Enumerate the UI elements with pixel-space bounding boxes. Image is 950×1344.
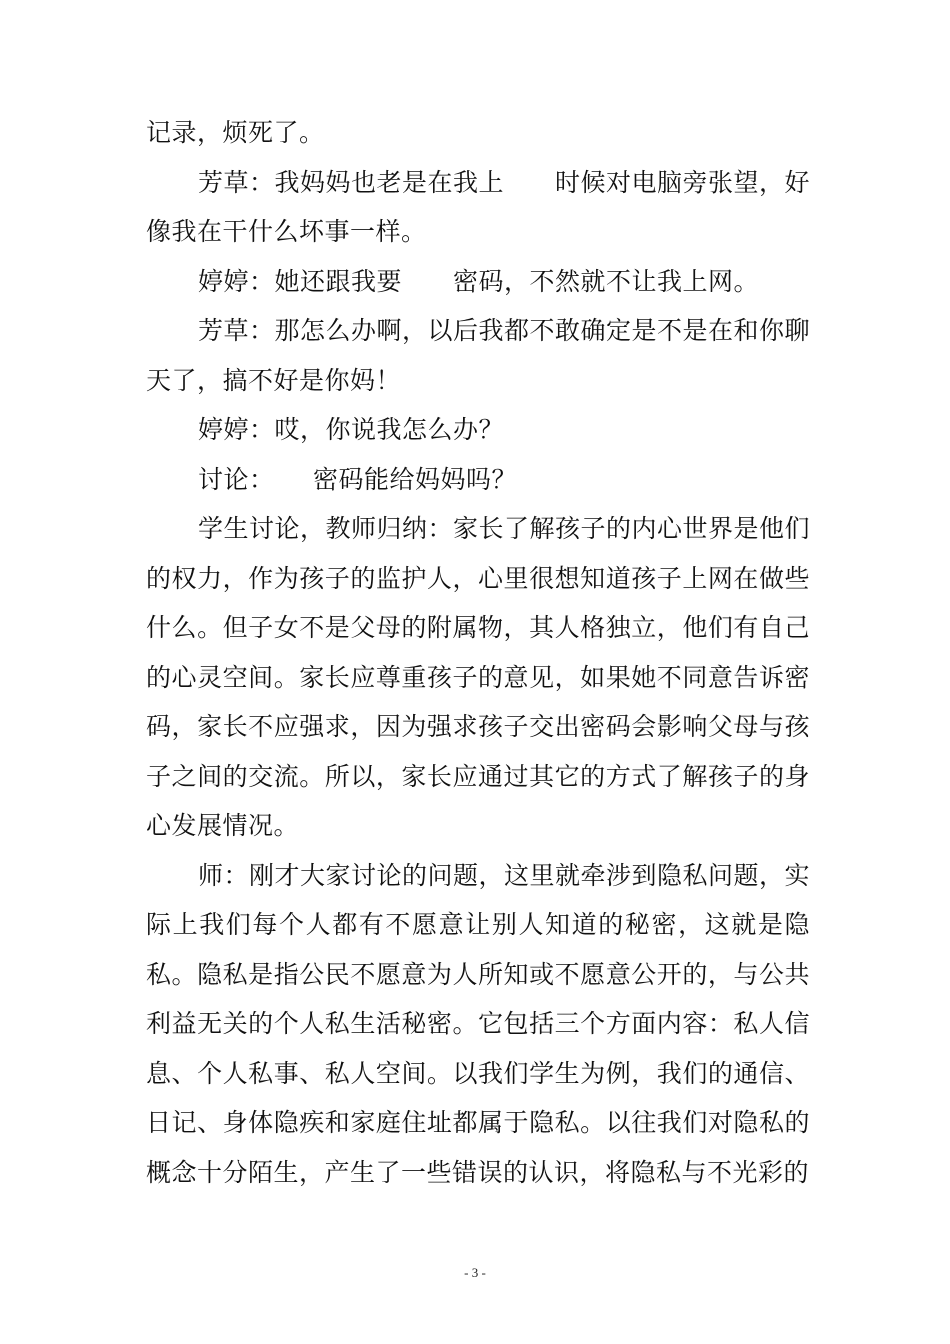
page-number: - 3 - — [464, 1265, 486, 1280]
paragraph-tingting-2: 婷婷：哎，你说我怎么办？ — [198, 415, 505, 444]
paragraph-fangcao-1: 芳草：我妈妈也老是在我上 时候对电脑旁张望，好像我在干什么坏事一样。 — [146, 167, 811, 246]
paragraph-continuation: 记录，烦死了。 — [146, 118, 325, 147]
paragraph-tingting-1: 婷婷：她还跟我要 密码，不然就不让我上网。 — [198, 266, 760, 296]
paragraph-fangcao-2: 芳草：那怎么办啊，以后我都不敢确定是不是在和你聊天了，搞不好是你妈！ — [146, 316, 811, 395]
paragraph-teacher-privacy: 师：刚才大家讨论的问题，这里就牵涉到隐私问题，实际上我们每个人都有不愿意让别人知道的秘密，这就是隐私。隐私是指公民不愿意为人所知或不愿意公开的，与公共利益无关的个人私生活秘密。它包括三个方面内容：私人信息、个人私事、私人空间。以我们学生为例，我们的通信、日记、身体隐疾和家庭住址都属于隐私。以往我们对隐私的概念十分陌生，产生了一些错误的认识，将隐私与不光彩的 — [146, 860, 811, 1187]
paragraph-teacher-summary: 学生讨论，教师归纳：家长了解孩子的内心世界是他们的权力，作为孩子的监护人，心里很想知道孩子上网在做些什么。但子女不是父母的附属物，其人格独立，他们有自己的心灵空间。家长应尊重孩子的意见，如果她不同意告诉密码，家长不应强求，因为强求孩子交出密码会影响父母与孩子之间的交流。所以，家长应通过其它的方式了解孩子的身心发展情况。 — [146, 514, 811, 840]
paragraph-discussion-prompt: 讨论： 密码能给妈妈吗？ — [198, 464, 518, 494]
document-body — [146, 108, 810, 1197]
